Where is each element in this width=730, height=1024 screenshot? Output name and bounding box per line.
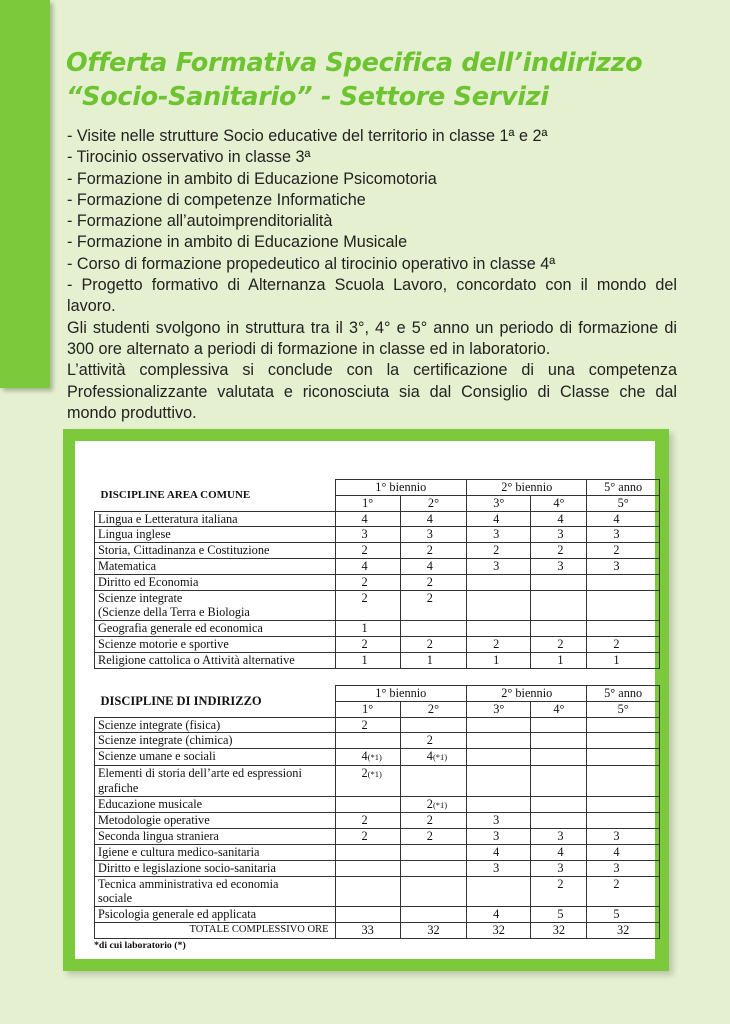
hours-cell — [335, 543, 400, 559]
hours-value: 1 — [361, 652, 368, 667]
hours-cell — [467, 907, 531, 923]
hours-value: 3 — [613, 527, 620, 542]
hours-cell — [467, 813, 531, 829]
hours-cell — [400, 621, 466, 637]
hours-value: 2 — [361, 829, 368, 844]
hours-cell — [400, 558, 466, 574]
hours-cell — [400, 813, 466, 829]
hours-cell: 4(*1) — [400, 749, 466, 766]
hours-cell — [587, 621, 660, 637]
hours-cell — [467, 765, 531, 796]
hours-cell — [335, 527, 400, 543]
hours-cell — [400, 844, 466, 860]
total-label: TOTALE COMPLESSIVO ORE — [95, 922, 336, 938]
hours-cell — [531, 636, 587, 652]
hours-value: 2 — [493, 636, 500, 651]
hours-value: 2 — [426, 574, 433, 589]
hours-value: 4 — [426, 511, 433, 526]
hours-value: 3 — [613, 829, 620, 844]
subject-name: Scienze integrate (chimica) — [95, 733, 336, 749]
intro-item: - Formazione in ambito di Educazione Psicomotoria — [67, 169, 437, 188]
hours-cell — [467, 829, 531, 845]
hours-cell — [335, 813, 400, 829]
hours-cell — [531, 558, 587, 574]
table-row — [95, 590, 660, 621]
subject-name: Diritto e legislazione socio-sanitaria — [95, 860, 336, 876]
hours-cell — [400, 543, 466, 559]
hours-cell — [531, 844, 587, 860]
hours-cell — [587, 876, 660, 907]
subject-name: Religione cattolica o Attività alternative — [95, 652, 336, 668]
hours-cell: 2(*1) — [335, 765, 400, 796]
intro-paragraph: Gli studenti svolgono in struttura tra il 3°, 4° e 5° anno un periodo di formazione di 300 ore alternato a periodi di formazione in classe ed in laboratorio. — [67, 318, 677, 358]
hours-value: 5 — [557, 907, 564, 922]
year-label: 5° — [587, 495, 660, 511]
total-value: 32 — [400, 922, 466, 938]
table-row — [95, 796, 660, 813]
hours-cell — [587, 511, 660, 527]
subject-name: Matematica — [95, 558, 336, 574]
hours-value: 3 — [426, 527, 433, 542]
hours-cell — [467, 590, 531, 621]
group-label: 1° biennio — [335, 480, 467, 496]
hours-cell — [587, 717, 660, 733]
hours-cell — [531, 717, 587, 733]
hours-value: 2 — [426, 636, 433, 651]
hours-cell — [587, 543, 660, 559]
table-row — [95, 511, 660, 527]
hours-value: 2 — [426, 813, 433, 828]
hours-cell — [587, 844, 660, 860]
hours-cell — [467, 636, 531, 652]
hours-cell — [400, 652, 466, 668]
hours-cell — [335, 876, 400, 907]
common-subjects-table — [94, 479, 660, 669]
total-value: 32 — [531, 922, 587, 938]
hours-cell — [467, 796, 531, 813]
hours-cell — [531, 527, 587, 543]
hours-value: 2 — [426, 829, 433, 844]
hours-value: 4 — [361, 558, 368, 573]
hours-cell — [467, 749, 531, 766]
subject-name: Scienze integrate (Scienze della Terra e Biologia — [95, 590, 336, 621]
intro-item: - Formazione di competenze Informatiche — [67, 190, 366, 209]
hours-cell — [531, 876, 587, 907]
table-row — [95, 860, 660, 876]
hours-value: 3 — [557, 558, 564, 573]
hours-cell — [587, 652, 660, 668]
hours-value: 1 — [426, 652, 433, 667]
hours-cell — [467, 652, 531, 668]
year-label: 4° — [531, 701, 587, 717]
hours-cell — [587, 636, 660, 652]
hours-value: 2 — [426, 733, 433, 748]
hours-value: 3 — [493, 558, 500, 573]
hours-value: 3 — [361, 527, 368, 542]
group-label: 5° anno — [587, 480, 660, 496]
year-label: 3° — [467, 701, 531, 717]
subject-name: Diritto ed Economia — [95, 574, 336, 590]
hours-cell — [531, 590, 587, 621]
hours-value: 4 — [493, 844, 500, 859]
hours-value: 3 — [493, 829, 500, 844]
table-heading: DISCIPLINE DI INDIRIZZO — [100, 693, 262, 708]
hours-cell — [467, 860, 531, 876]
hours-cell — [335, 511, 400, 527]
hours-cell — [587, 733, 660, 749]
hours-cell — [335, 829, 400, 845]
hours-cell: 4(*1) — [335, 749, 400, 766]
hours-cell — [335, 574, 400, 590]
hours-cell — [467, 574, 531, 590]
hours-value: 2 — [557, 543, 564, 558]
hours-value: 5 — [613, 907, 620, 922]
hours-value: 1 — [613, 652, 620, 667]
hours-cell — [335, 636, 400, 652]
subject-name: Scienze motorie e sportive — [95, 636, 336, 652]
hours-value: 1 — [361, 621, 368, 636]
hours-value: 2 — [361, 543, 368, 558]
hours-cell — [400, 860, 466, 876]
hours-cell — [531, 765, 587, 796]
table-row — [95, 574, 660, 590]
hours-value: 4 — [557, 511, 564, 526]
left-accent-bar — [0, 0, 50, 388]
year-label: 3° — [467, 495, 531, 511]
hours-value: 3 — [557, 527, 564, 542]
hours-value: 2 — [613, 636, 620, 651]
timetable-frame — [63, 429, 669, 971]
table-row — [95, 907, 660, 923]
hours-value: 4 — [613, 511, 620, 526]
hours-value: 4 — [493, 907, 500, 922]
hours-value: 2 — [426, 590, 433, 605]
table-row — [95, 829, 660, 845]
hours-cell — [467, 717, 531, 733]
hours-cell — [335, 558, 400, 574]
hours-value: 2 — [361, 590, 368, 605]
hours-value: 4 — [361, 511, 368, 526]
hours-value: 2 — [361, 574, 368, 589]
hours-cell — [467, 876, 531, 907]
year-label: 2° — [400, 495, 466, 511]
total-value: 33 — [335, 922, 400, 938]
timetable-image — [75, 441, 655, 959]
subject-name: Elementi di storia dell’arte ed espressioni grafiche — [95, 765, 336, 796]
table-row — [95, 543, 660, 559]
hours-cell — [400, 527, 466, 543]
hours-value: 3 — [493, 527, 500, 542]
intro-item: - Progetto formativo di Alternanza Scuola Lavoro, concordato con il mondo del lavoro. — [67, 276, 677, 316]
total-value: 32 — [587, 922, 660, 938]
hours-value: 2 — [493, 543, 500, 558]
hours-value: 2 — [557, 876, 564, 891]
hours-cell — [467, 511, 531, 527]
year-label: 5° — [587, 701, 660, 717]
hours-cell — [400, 636, 466, 652]
hours-value: 3 — [493, 813, 500, 828]
footnote: *di cui laboratorio (*) — [94, 940, 186, 951]
hours-value: 2 — [613, 543, 620, 558]
year-label: 1° — [335, 701, 400, 717]
hours-value: 3 — [613, 558, 620, 573]
hours-value: 4 — [426, 558, 433, 573]
hours-cell — [587, 749, 660, 766]
hours-value: 3 — [557, 860, 564, 875]
subject-name: Storia, Cittadinanza e Costituzione — [95, 543, 336, 559]
hours-value: 1 — [493, 652, 500, 667]
subject-name: Psicologia generale ed applicata — [95, 907, 336, 923]
hours-cell — [400, 717, 466, 733]
hours-value: 2 — [361, 717, 368, 732]
hours-cell — [335, 907, 400, 923]
subject-name: Lingua inglese — [95, 527, 336, 543]
total-value: 32 — [467, 922, 531, 938]
hours-cell — [531, 749, 587, 766]
table-row — [95, 636, 660, 652]
subject-name: Tecnica amministrativa ed economia sociale — [95, 876, 336, 907]
subject-name: Metodologie operative — [95, 813, 336, 829]
total-row — [95, 922, 660, 938]
year-label: 1° — [335, 495, 400, 511]
title-line-2: “Socio-Sanitario” - Settore Servizi — [66, 82, 549, 112]
hours-cell — [335, 590, 400, 621]
hours-cell — [531, 829, 587, 845]
hours-cell — [531, 511, 587, 527]
hours-cell — [400, 765, 466, 796]
year-label: 2° — [400, 701, 466, 717]
hours-cell — [400, 511, 466, 527]
hours-cell — [587, 813, 660, 829]
hours-cell — [531, 621, 587, 637]
hours-cell — [587, 860, 660, 876]
hours-value: 3 — [493, 860, 500, 875]
table-group-header — [95, 686, 660, 702]
table-row — [95, 749, 660, 766]
table-row — [95, 765, 660, 796]
hours-value: 2 — [361, 636, 368, 651]
year-label: 4° — [531, 495, 587, 511]
hours-value: 4 — [557, 844, 564, 859]
hours-cell — [400, 590, 466, 621]
table-row — [95, 621, 660, 637]
hours-value: 2 — [613, 876, 620, 891]
group-label: 2° biennio — [467, 686, 587, 702]
hours-cell — [335, 844, 400, 860]
subject-name: Seconda lingua straniera — [95, 829, 336, 845]
intro-item: - Visite nelle strutture Socio educative del territorio in classe 1ª e 2ª — [67, 127, 548, 145]
hours-value: 3 — [557, 829, 564, 844]
intro-text — [67, 126, 677, 424]
hours-cell — [587, 796, 660, 813]
subject-name: Lingua e Letteratura italiana — [95, 511, 336, 527]
hours-cell — [467, 543, 531, 559]
group-label: 2° biennio — [467, 480, 587, 496]
hours-cell — [531, 574, 587, 590]
table-group-header — [95, 480, 660, 496]
hours-cell — [531, 652, 587, 668]
hours-cell — [400, 829, 466, 845]
hours-cell — [587, 590, 660, 621]
hours-cell — [587, 829, 660, 845]
hours-cell — [531, 907, 587, 923]
hours-cell — [531, 733, 587, 749]
title-line-1: Offerta Formativa Specifica dell’indirizzo — [66, 48, 643, 78]
intro-item: - Corso di formazione propedeutico al tirocinio operativo in classe 4ª — [67, 254, 556, 273]
subject-name: Scienze umane e sociali — [95, 749, 336, 766]
hours-cell — [335, 621, 400, 637]
hours-cell — [467, 558, 531, 574]
intro-paragraph: L’attività complessiva si conclude con la certificazione di una competenza Professionalizzante valutata e riconosciuta sia dal Consiglio di Classe che dal mondo produttivo. — [67, 361, 677, 422]
hours-value: 2 — [361, 813, 368, 828]
hours-value: 2 — [426, 543, 433, 558]
table-row — [95, 733, 660, 749]
group-label: 5° anno — [587, 686, 660, 702]
hours-cell — [587, 527, 660, 543]
hours-value: 4 — [613, 844, 620, 859]
hours-value: 1 — [557, 652, 564, 667]
intro-item: - Tirocinio osservativo in classe 3ª — [67, 148, 311, 167]
specialization-subjects-table — [94, 685, 660, 939]
hours-cell — [400, 876, 466, 907]
hours-cell — [531, 860, 587, 876]
hours-cell — [467, 621, 531, 637]
table-heading: DISCIPLINE AREA COMUNE — [100, 488, 251, 501]
hours-cell: 2(*1) — [400, 796, 466, 813]
hours-cell — [335, 717, 400, 733]
hours-cell — [335, 796, 400, 813]
group-label: 1° biennio — [335, 686, 467, 702]
table-row — [95, 876, 660, 907]
table-row — [95, 717, 660, 733]
hours-cell — [587, 907, 660, 923]
subject-name: Geografia generale ed economica — [95, 621, 336, 637]
intro-item: - Formazione in ambito di Educazione Musicale — [67, 233, 408, 252]
hours-cell — [400, 574, 466, 590]
hours-cell — [400, 907, 466, 923]
hours-cell — [467, 733, 531, 749]
hours-cell — [587, 574, 660, 590]
subject-name: Educazione musicale — [95, 796, 336, 813]
table-row — [95, 844, 660, 860]
hours-value: 2 — [557, 636, 564, 651]
hours-cell — [587, 765, 660, 796]
page-title — [66, 46, 706, 114]
table-row — [95, 527, 660, 543]
hours-cell — [531, 813, 587, 829]
subject-name: Igiene e cultura medico-sanitaria — [95, 844, 336, 860]
intro-item: - Formazione all’autoimprenditorialità — [67, 212, 333, 231]
hours-cell — [335, 733, 400, 749]
hours-cell — [467, 844, 531, 860]
hours-cell — [531, 796, 587, 813]
hours-cell — [335, 860, 400, 876]
hours-cell — [400, 733, 466, 749]
table-row — [95, 813, 660, 829]
hours-cell — [335, 652, 400, 668]
hours-cell — [531, 543, 587, 559]
hours-value: 3 — [613, 860, 620, 875]
hours-cell — [467, 527, 531, 543]
subject-name: Scienze integrate (fisica) — [95, 717, 336, 733]
table-row — [95, 558, 660, 574]
table-row — [95, 652, 660, 668]
hours-value: 4 — [493, 511, 500, 526]
hours-cell — [587, 558, 660, 574]
